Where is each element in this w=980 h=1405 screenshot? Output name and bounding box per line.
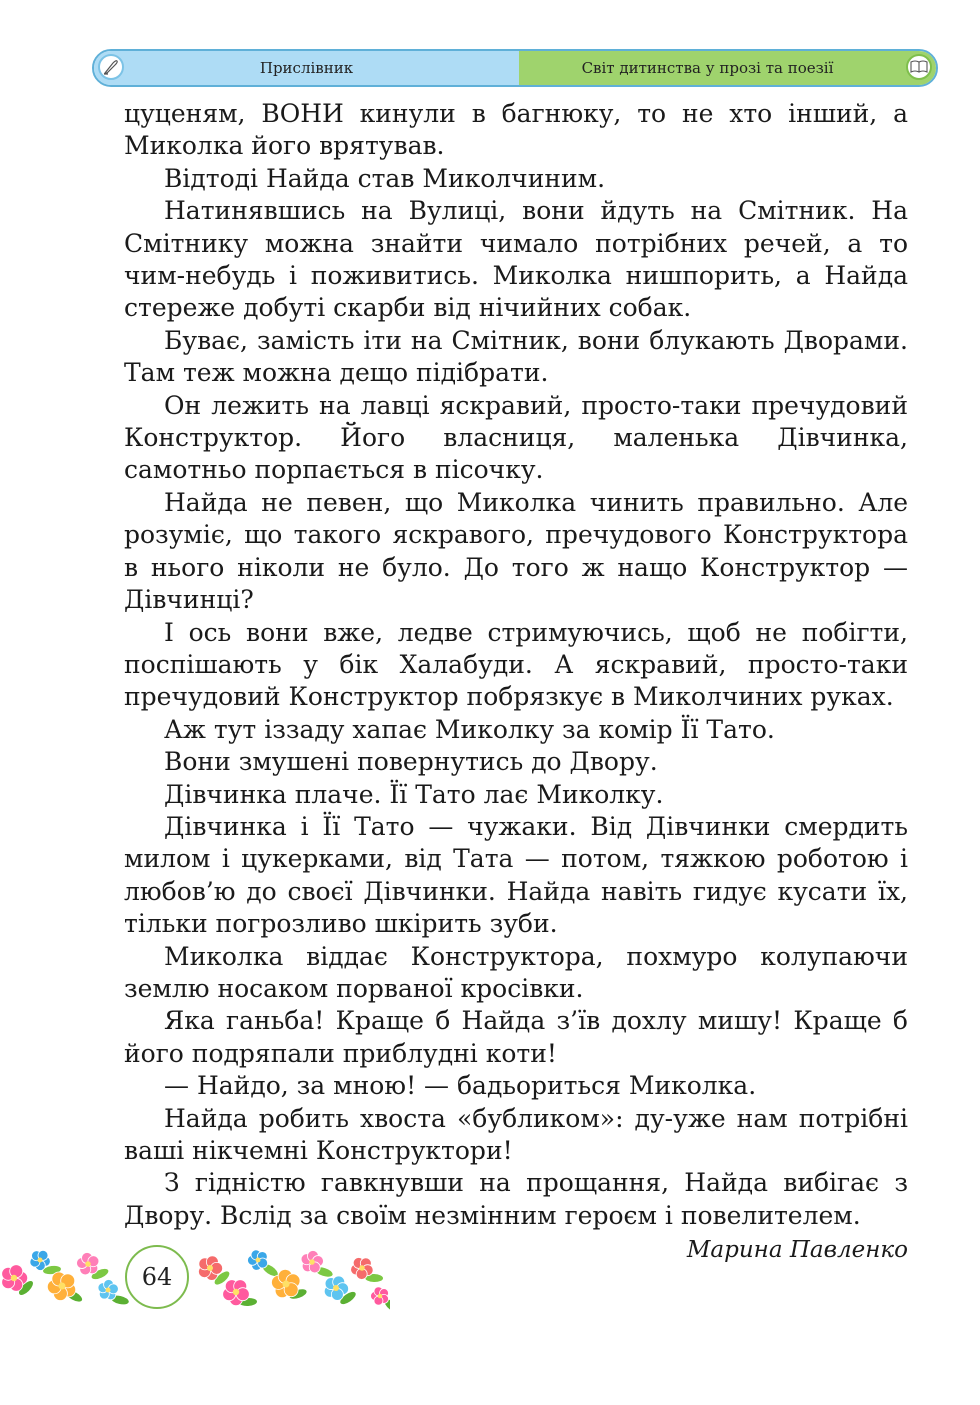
paragraph: Дівчинка плаче. Її Тато лає Миколку. (164, 779, 664, 809)
paragraph: Миколка віддає Конструктора, похмуро колупаючи землю носаком порваної кросівки. (124, 941, 908, 1003)
section-title-left: Прислівник (259, 59, 354, 77)
page-number-badge (125, 1245, 189, 1309)
paragraph: Найда робить хвоста «бубликом»: ду-уже нам потрібні ваші нікчемні Конструктори! (124, 1103, 908, 1165)
paragraph: Он лежить на лавці яскравий, просто-таки пречудовий Конструктор. Його власниця, маленька Дівчинка, самотньо порпається в пісочку. (124, 390, 908, 485)
section-title-right: Світ дитинства у прозі та поезії (581, 59, 834, 77)
paragraph: Яка ганьба! Краще б Найда з’їв дохлу мишу! Краще б його подряпали приблудні коти! (124, 1006, 908, 1068)
paragraph: І ось вони вже, ледве стримуючись, щоб не побігти, поспішають у бік Халабуди. А яскравий, просто-таки пречудовий Конструктор побрязкує в Миколчиних руках. (124, 617, 908, 712)
page-header (92, 49, 938, 87)
paragraph: — Найдо, за мною! — бадьориться Миколка. (164, 1071, 757, 1101)
paragraph: Відтоді Найда став Миколчиним. (164, 163, 606, 193)
paragraph: З гідністю гавкнувши на прощання, Найда вибігає з Двору. Вслід за своїм незмінним героєм і повелителем. (124, 1168, 908, 1230)
paragraph: Буває, замість іти на Смітник, вони блукають Дворами. Там теж можна дещо підібрати. (124, 325, 908, 388)
author-name: Марина Павленко (686, 1237, 908, 1264)
story-text (124, 98, 908, 1267)
paragraph: Аж тут іззаду хапає Миколку за комір Її Тато. (164, 714, 775, 744)
paragraph: Найда не певен, що Миколка чинить правильно. Але розуміє, що такого яскравого, пречудового Конструктора в нього ніколи не було. До того ж нащо Конструктор — Дівчинці? (124, 487, 908, 615)
section-label-right (519, 51, 936, 85)
paragraph: Вони змушені повернутись до Двору. (164, 747, 658, 777)
paragraph: Натинявшись на Вулиці, вони йдуть на Смітник. На Смітнику можна знайти чимало потрібних речей, а то чим-небудь і поживитись. Миколка нишпорить, а Найда стереже добуті скарби від нічийних собак. (124, 196, 908, 323)
page-number: 64 (141, 1263, 173, 1291)
flower-garland-icon (0, 1238, 390, 1318)
book-icon (906, 54, 932, 80)
section-label-left (94, 51, 519, 85)
paragraph: Дівчинка і Її Тато — чужаки. Від Дівчинки смердить милом і цукерками, від Тата — потом, тяжкою роботою і любов’ю до своєї Дівчинки. Найда навіть гидує кусати їх, тільки погрозливо шкірить зуби. (124, 811, 908, 939)
quill-icon (98, 54, 124, 80)
paragraph: цуценям, ВОНИ кинули в багнюку, то не хто інший, а Миколка його врятував. (124, 99, 908, 161)
